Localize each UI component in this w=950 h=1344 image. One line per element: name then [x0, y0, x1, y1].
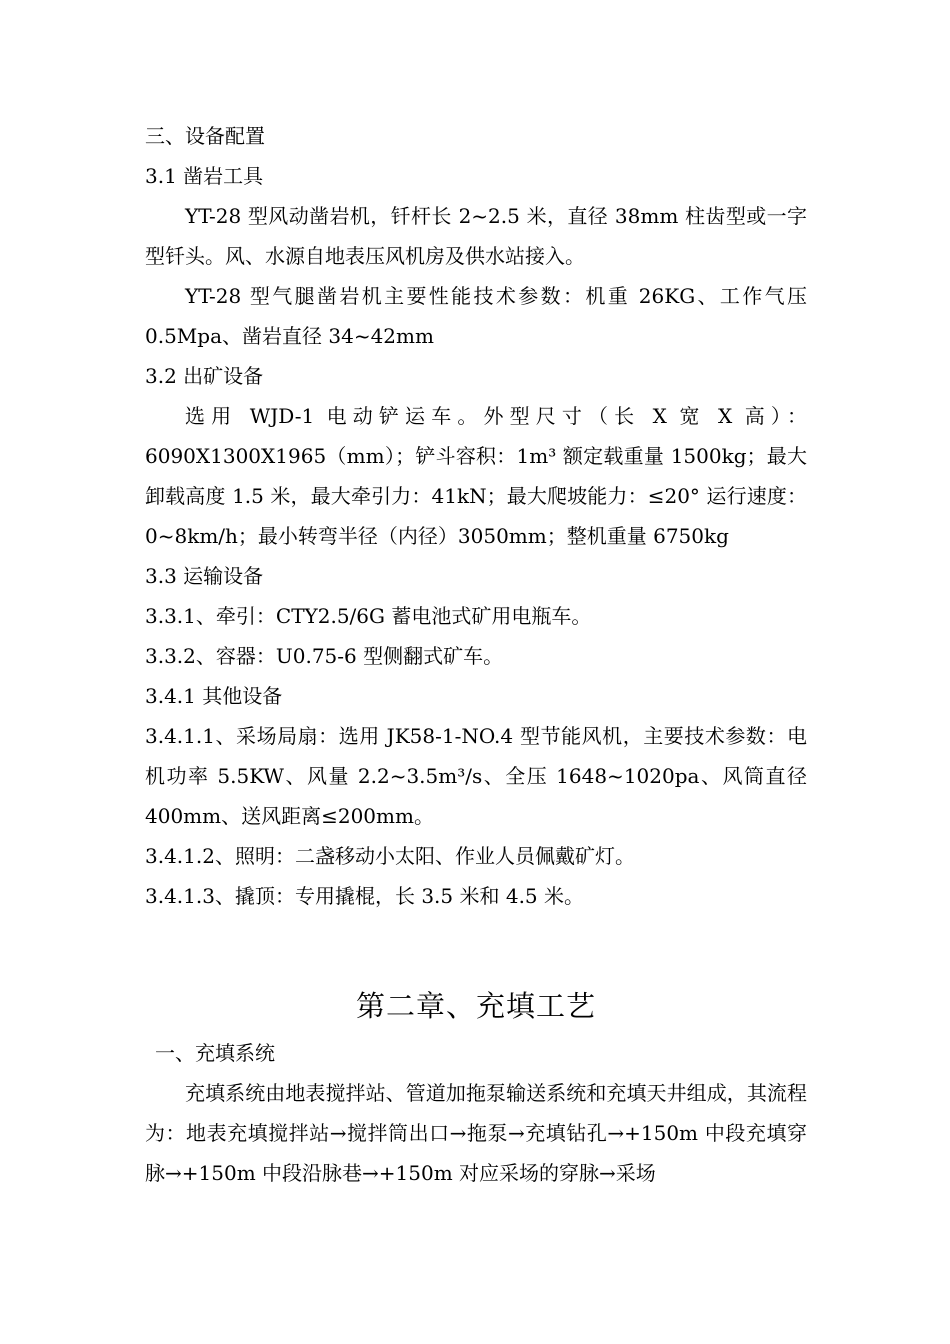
- chapter-title: 第二章、充填工艺: [355, 989, 596, 1023]
- section-equipment: [145, 116, 807, 916]
- item-scaling: 3.4.1.3、撬顶：专用撬棍，长 3.5 米和 4.5 米。: [145, 884, 585, 908]
- subsection-title-other: 3.4.1 其他设备: [145, 684, 283, 708]
- paragraph-loader-specs: 选用 WJD-1 电动铲运车。外型尺寸（长 X 宽 X 高）：6090X1300X1965（mm）；铲斗容积：1m³ 额定载重量 1500kg；最大卸载高度 1.5 米，最大牵引力：41kN；最大爬坡能力：≤20° 运行速度：0~8km/h；最小转弯半径（内径）3050mm；整机重量 6750kg: [145, 404, 807, 548]
- paragraph-drill-parameters: YT-28 型气腿凿岩机主要性能技术参数：机重 26KG、工作气压 0.5Mpa、凿岩直径 34~42mm: [145, 284, 807, 348]
- item-lighting: 3.4.1.2、照明：二盏移动小太阳、作业人员佩戴矿灯。: [145, 844, 635, 868]
- subsection-title-transport: 3.3 运输设备: [145, 564, 264, 588]
- subsection-title-drilling: 3.1 凿岩工具: [145, 164, 264, 188]
- paragraph-drill-description: YT-28 型风动凿岩机，钎杆长 2~2.5 米，直径 38mm 柱齿型或一字型钎头。风、水源自地表压风机房及供水站接入。: [145, 204, 807, 268]
- subsection-title-mucking: 3.2 出矿设备: [145, 364, 264, 388]
- section-title: 三、设备配置: [145, 124, 265, 148]
- item-traction: 3.3.1、牵引：CTY2.5/6G 蓄电池式矿用电瓶车。: [145, 604, 592, 628]
- item-local-fan: 3.4.1.1、采场局扇：选用 JK58-1-NO.4 型节能风机，主要技术参数：电机功率 5.5KW、风量 2.2~3.5m³/s、全压 1648~1020pa、风筒直径 400mm、送风距离≤200mm。: [145, 724, 807, 828]
- item-container: 3.3.2、容器：U0.75-6 型侧翻式矿车。: [145, 644, 504, 668]
- paragraph-backfill-flow: 充填系统由地表搅拌站、管道加拖泵输送系统和充填天井组成，其流程为：地表充填搅拌站→搅拌筒出口→拖泵→充填钻孔→+150m 中段充填穿脉→+150m 中段沿脉巷→+150m 对应采场的穿脉→采场: [145, 1081, 807, 1185]
- section-subtitle: 一、充填系统: [155, 1041, 275, 1065]
- section-backfill-system: [145, 1033, 807, 1193]
